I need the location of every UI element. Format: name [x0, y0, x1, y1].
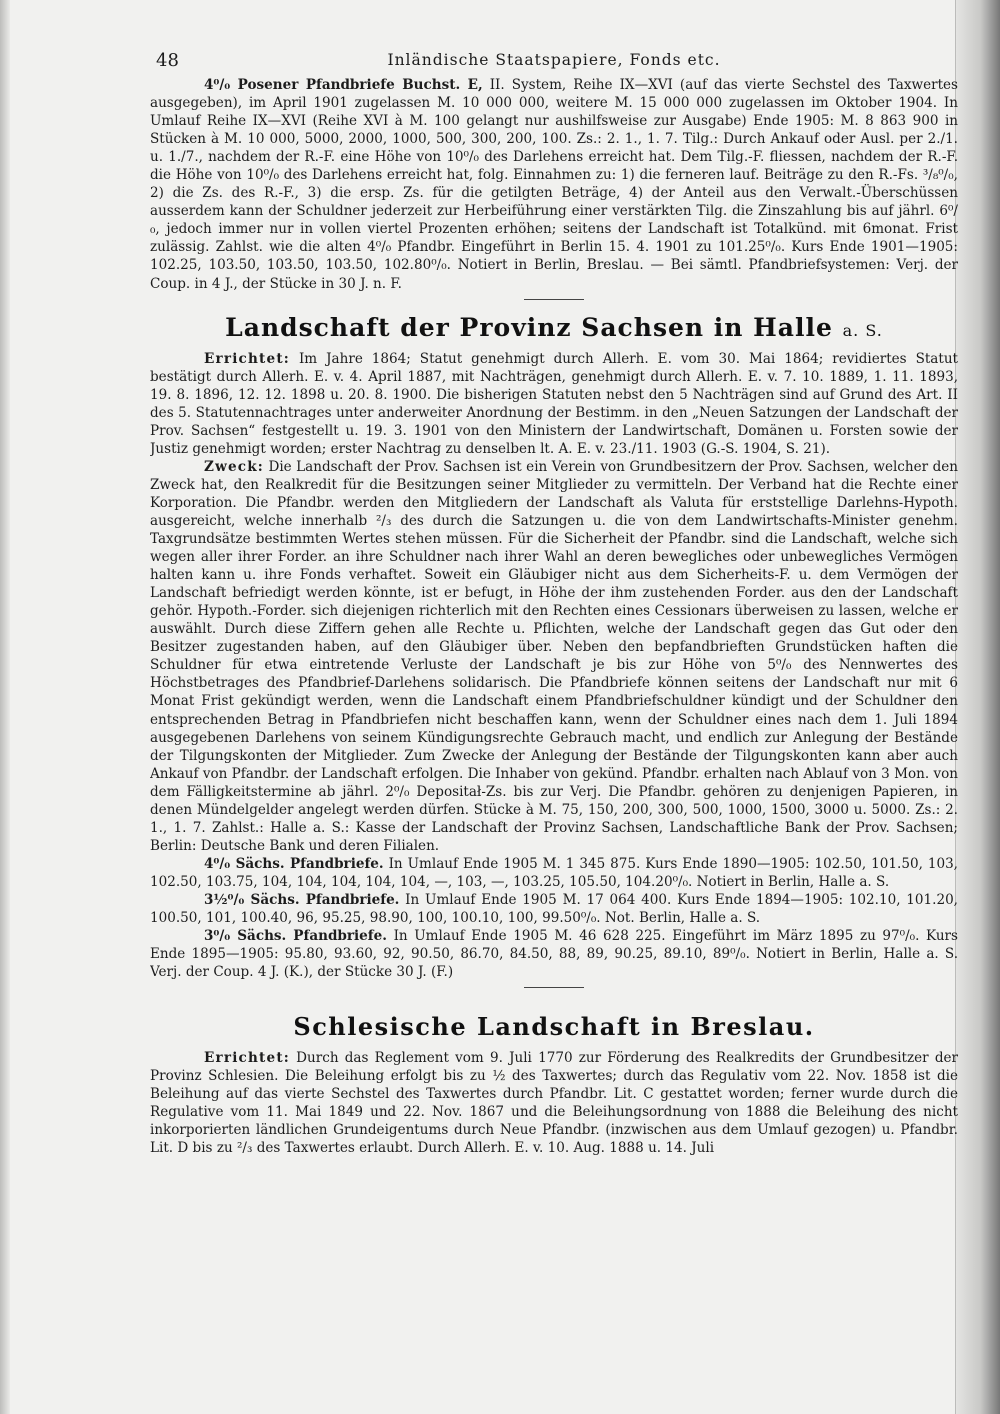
page-number: 48: [156, 50, 179, 71]
sachsen-heading-location: a. S.: [842, 320, 883, 340]
schlesien-errichtet-text: Durch das Reglement vom 9. Juli 1770 zur Förderung des Realkredits der Grundbesitzer der Provinz Schlesien. Die Beleihung erfolgt bis zu ½ des Taxwertes; durch das Regulativ vom 22. Nov. 1858 ist die Beleihung auf das vierte Sechstel des Taxwertes durch Pfandbr. Lit. C gestattet worden; ferner wurde durch die Regulative vom 11. Mai 1849 und 22. Nov. 1867 und die Beleihungsordnung von 1888 die Beleihung des nicht inkorporierten ländlichen Grundeigentums durch Neue Pfandbr. (inzwischen aus dem Umlauf gezogen) u. Pfandbr. Lit. D bis zu ²/₃ des Taxwertes erlaubt. Durch Allerh. E. v. 10. Aug. 1888 u. 14. Juli: [150, 1050, 958, 1157]
sachsen-bond-3-percent: [150, 927, 958, 981]
running-title: Inländische Staatspapiere, Fonds etc.: [387, 51, 721, 69]
bond-4-label: 4⁰/₀ Sächs. Pfandbriefe.: [204, 855, 384, 872]
sachsen-errichtet-paragraph: [150, 350, 958, 458]
sachsen-heading-text: Landschaft der Provinz Sachsen in Halle: [225, 312, 833, 342]
schlesien-errichtet-paragraph: [150, 1049, 958, 1157]
sachsen-errichtet-text: Im Jahre 1864; Statut genehmigt durch Allerh. E. vom 30. Mai 1864; revidiertes Statut bestätigt durch Allerh. E. v. 4. April 1887, mit Nachträgen, genehmigt durch Allerh. E. v. 7. 10. 1889, 1. 11. 1893, 19. 8. 1896, 12. 12. 1898 u. 20. 8. 1900. Die bisherigen Statuten nebst den 5 Nachträgen sind auf Grund des Art. II des 5. Statutennachtrages unter anderweiter Anordnung der Bestimm. in den „Neuen Satzungen der Landschaft der Prov. Sachsen“ festgestellt u. 19. 3. 1901 von den Ministern der Landwirtschaft, Domänen u. Forsten sowie der Justiz genehmigt worden; erster Nachtrag zu denselben lt. A. E. v. 23./11. 1903 (G.-S. 1904, S. 21).: [150, 350, 958, 457]
sachsen-zweck-label: Zweck:: [204, 458, 265, 475]
sachsen-zweck-text: Die Landschaft der Prov. Sachsen ist ein Verein von Grundbesitzern der Prov. Sachsen, welcher den Zweck hat, den Realkredit für die Besitzungen seiner Mitglieder zu vermitteln. Der Verband hat die Rechte einer Korporation. Die Pfandbr. werden den Mitgliedern der Landschaft als Valuta für erststellige Darlehns-Hypoth. ausgereicht, welche innerhalb ²/₃ des durch die Satzungen u. die von dem Landwirtschafts-Minister genehm. Taxgrundsätze bestimmten Wertes stehen müssen. Für die Sicherheit der Pfandbr. sind die Landschaft, welche sich wegen aller ihrer Forder. an ihre Schuldner nach ihrer Wahl an deren bewegliches oder unbewegliches Vermögen halten kann u. ihre Fonds verhaftet. Soweit ein Gläubiger nicht aus dem Sicherheits-F. u. dem Vermögen der Landschaft befriedigt werden könnte, ist er befugt, in Höhe der ihm zustehenden Forder. aus den der Landschaft gehör. Hypoth.-Forder. sich diejenigen richterlich mit den Rechten eines Cessionars überweisen zu lassen, welche er auswählt. Durch diese Ziffern gehen alle Rechte u. Pflichten, welche der Landschaft gegen das Gut oder den Besitzer zugestanden haben, auf den Gläubiger über. Neben den bepfandbrieften Grundstücken haften die Schuldner für etwa eintretende Verluste der Landschaft je bis zur Höhe von 5⁰/₀ des Nennwertes des Höchstbetrages des Pfandbrief-Darlehens solidarisch. Die Pfandbriefe können seitens der Landschaft nur mit 6 Monat Frist gekündigt werden, wenn die Landschaft einem Pfandbriefschuldner kündigt und der Schuldner den entsprechenden Betrag in Pfandbriefen nicht beschaffen kann, wenn der Schuldner eines nach dem 1. Juli 1894 ausgegebenen Darlehens von seinem Kündigungsrechte Gebrauch macht, und endlich zur Anlegung der Bestände der Tilgungskonten der Mitglieder. Zum Zwecke der Anlegung der Bestände der Tilgungskonten kann aber auch Ankauf von Pfandbr. der Landschaft erfolgen. Die Inhaber von gekünd. Pfandbr. erhalten nach Ablauf von 3 Mon. von dem Fälligkeitstermine ab jährl. 2⁰/₀ Depositał-Zs. bis zur Verj. Die Pfandbr. gehören zu denjenigen Papieren, in denen Mündelgelder angelegt werden dürfen. Stücke à M. 75, 150, 200, 300, 500, 1000, 1500, 3000 u. 5000. Zs.: 2. 1., 1. 7. Zahlst.: Halle a. S.: Kasse der Landschaft der Provinz Sachsen, Landschaftliche Bank der Prov. Sachsen; Berlin: Deutsche Bank und deren Filialen.: [150, 458, 958, 854]
sachsen-bond-4-percent: [150, 855, 958, 891]
bond-3-label: 3⁰/₀ Sächs. Pfandbriefe.: [204, 928, 387, 945]
posen-entry-title: 4⁰/₀ Posener Pfandbriefe Buchst. E,: [204, 77, 483, 93]
schlesien-errichtet-label: Errichtet:: [204, 1050, 290, 1067]
right-book-gutter: [955, 0, 1000, 1414]
bond-3-5-label: 3½⁰/₀ Sächs. Pfandbriefe.: [204, 891, 400, 908]
sachsen-zweck-paragraph: [150, 458, 958, 855]
posen-entry-text: II. System, Reihe IX—XVI (auf das vierte Sechstel des Taxwertes ausgegeben), im April 1901 zugelassen M. 10 000 000, weitere M. 15 000 000 zugelassen im Oktober 1904. In Umlauf Reihe IX—XVI (Reihe XVI à M. 100 gelangt nur aushilfsweise zur Ausgabe) Ende 1905: M. 8 863 900 in Stücken à M. 10 000, 5000, 2000, 1000, 500, 300, 200, 100. Zs.: 2. 1., 1. 7. Tilg.: Durch Ankauf oder Ausl. per 2./1. u. 1./7., nachdem der R.-F. eine Höhe von 10⁰/₀ des Darlehens erreicht hat. Dem Tilg.-F. fliessen, nachdem der R.-F. die Höhe von 10⁰/₀ des Darlehens erreicht hat, folg. Einnahmen zu: 1) die ferneren lauf. Beiträge zu den R.-Fs. ³/₈⁰/₀, 2) die Zs. des R.-F., 3) die ersp. Zs. für die getilgten Beträge, 4) der Anteil aus den Verwalt.-Überschüssen ausserdem kann der Schuldner jederzeit zur Herbeiführung einer verstärkten Tilg. die Zinszahlung bis auf jährl. 6⁰/₀, jedoch immer nur in vollen viertel Prozenten erhöhen; seitens der Landschaft ist Totalkünd. mit 6monat. Frist zulässig. Zahlst. wie die alten 4⁰/₀ Pfandbr. Eingeführt in Berlin 15. 4. 1901 zu 101.25⁰/₀. Kurs Ende 1901—1905: 102.25, 103.50, 103.50, 103.50, 102.80⁰/₀. Notiert in Berlin, Breslau. — Bei sämtl. Pfandbriefsystemen: Verj. der Coup. in 4 J., der Stücke in 30 J. n. F.: [150, 77, 958, 292]
bond-4-text: In Umlauf Ende 1905 M. 1 345 875. Kurs Ende 1890—1905: 102.50, 101.50, 103, 102.50, 103.75, 104, 104, 104, 104, 104, —, 103, —, 103.25, 105.50, 104.20⁰/₀. Notiert in Berlin, Halle a. S.: [150, 855, 958, 890]
section-heading-sachsen: [150, 300, 958, 350]
sachsen-bond-3-5-percent: [150, 891, 958, 927]
section-heading-schlesien: Schlesische Landschaft in Breslau.: [293, 1012, 815, 1042]
bond-3-5-text: In Umlauf Ende 1905 M. 17 064 400. Kurs Ende 1894—1905: 102.10, 101.20, 100.50, 101, 100.40, 96, 95.25, 98.90, 100, 100.10, 100, 99.50⁰/₀. Not. Berlin, Halle a. S.: [150, 891, 958, 927]
bond-3-text: In Umlauf Ende 1905 M. 46 628 225. Eingeführt im März 1895 zu 97⁰/₀. Kurs Ende 1895—1905: 95.80, 93.60, 92, 90.50, 86.70, 84.50, 88, 89, 90.25, 89.10, 89⁰/₀. Notiert in Berlin, Halle a. S. Verj. der Coup. 4 J. (K.), der Stücke 30 J. (F.): [150, 928, 958, 981]
page-content: [150, 44, 958, 1406]
running-header: [150, 44, 958, 76]
sachsen-errichtet-label: Errichtet:: [204, 350, 290, 367]
posen-pfandbriefe-entry: [150, 76, 958, 293]
left-book-gutter: [0, 0, 10, 1414]
